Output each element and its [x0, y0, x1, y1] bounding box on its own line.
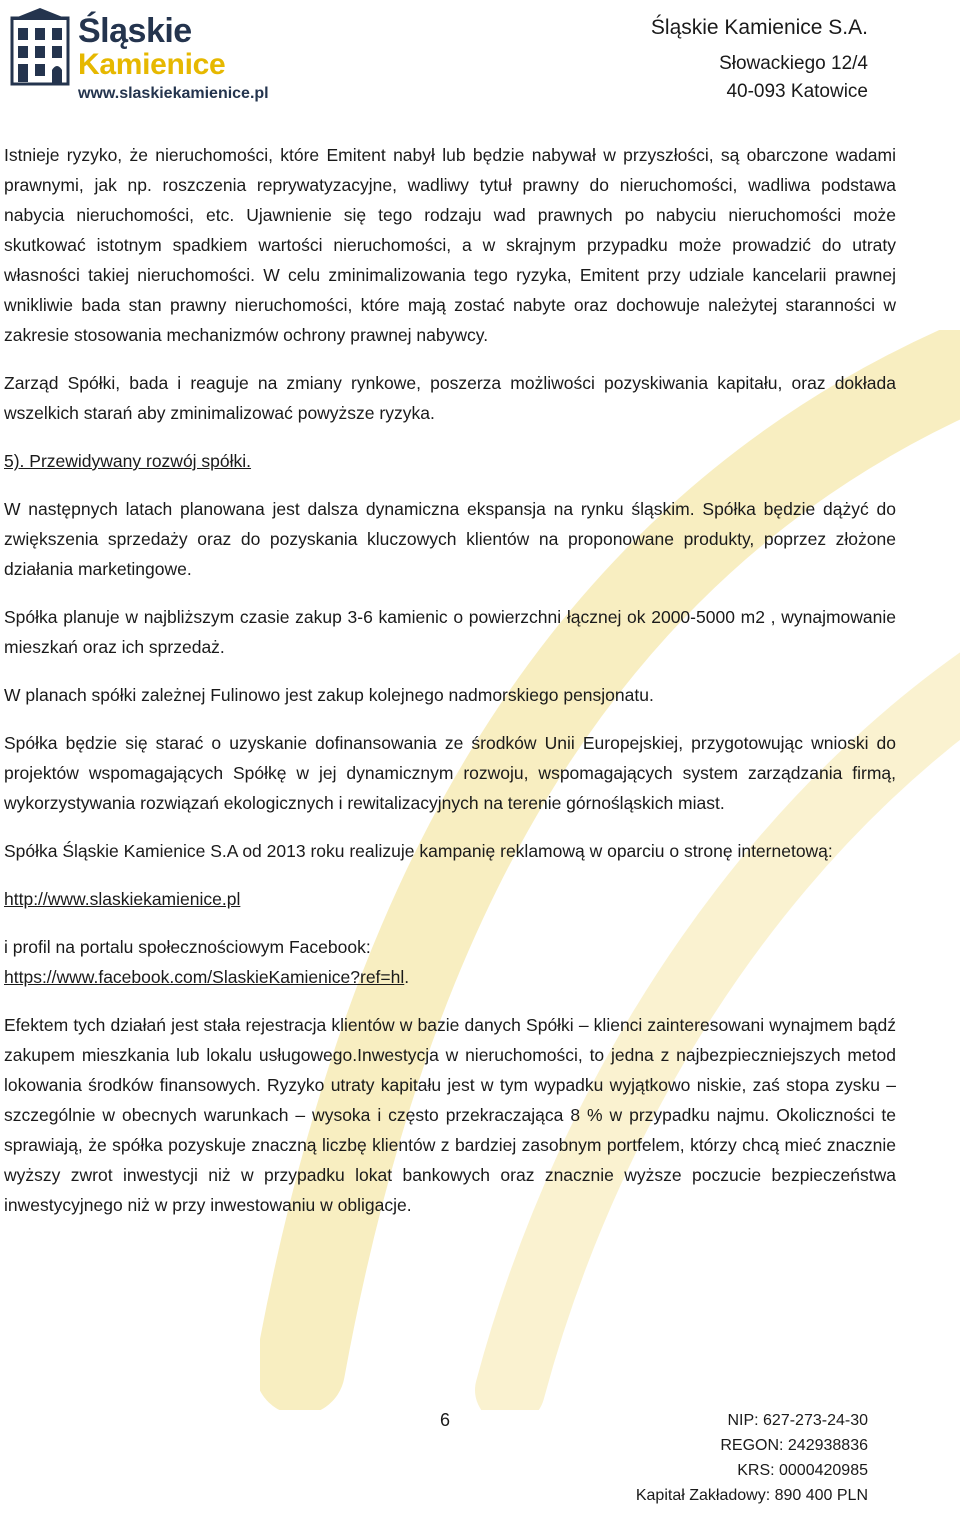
- facebook-link[interactable]: https://www.facebook.com/SlaskieKamienice?ref=hl: [4, 967, 405, 987]
- document-body: [4, 140, 896, 1238]
- paragraph-management: Zarząd Spółki, bada i reaguje na zmiany rynkowe, poszerza możliwości pozyskiwania kapitału, oraz dokłada wszelkich starań aby zminimalizować powyższe ryzyka.: [4, 373, 896, 423]
- paragraph-expansion: W następnych latach planowana jest dalsza dynamiczna ekspansja na rynku śląskim. Spółka będzie dążyć do zwiększenia sprzedaży oraz do pozyskania kluczowych klientów na proponowane produkty, poprzez złożone działania marketingowe.: [4, 499, 896, 579]
- facebook-trailing-dot: .: [404, 967, 410, 987]
- paragraph-campaign: Spółka Śląskie Kamienice S.A od 2013 roku realizuje kampanię reklamową w oparciu o stronę internetową:: [4, 841, 833, 861]
- paragraph-legal-risk: Istnieje ryzyko, że nieruchomości, które Emitent nabył lub będzie nabywał w przyszłości, są obarczone wadami prawnymi, jak np. roszczenia reprywatyzacyjne, wadliwy tytuł prawny do nieruchomości, wadliwa podstawa nabycia nieruchomości, etc. Ujawnienie się tego rodzaju wad prawnych po nabyciu nieruchomości może skutkować istotnym spadkiem wartości nieruchomości, a w skrajnym przypadku może prowadzić do utraty własności takiej nieruchomości. W celu zminimalizowania tego ryzyka, Emitent przy udziale kancelarii prawnej wnikliwie bada stan prawny nieruchomości, które mają zostać nabyte oraz dochowuje należytej staranności w zakresie stosowania mechanizmów ochrony prawnej nabywcy.: [4, 145, 896, 345]
- company-registration-block: [636, 1408, 868, 1508]
- nip-number: NIP: 627-273-24-30: [727, 1412, 868, 1429]
- company-street: Słowackiego 12/4: [719, 53, 868, 74]
- regon-number: REGON: 242938836: [720, 1437, 868, 1454]
- company-logo: [10, 8, 300, 100]
- krs-number: KRS: 0000420985: [737, 1462, 868, 1479]
- paragraph-fulinowo: W planach spółki zależnej Fulinowo jest zakup kolejnego nadmorskiego pensjonatu.: [4, 685, 654, 705]
- logo-text-slaskie: Śląskie: [78, 12, 192, 50]
- paragraph-facebook: [4, 932, 896, 992]
- section-heading-development: 5). Przewidywany rozwój spółki.: [4, 451, 252, 471]
- paragraph-effects: Efektem tych działań jest stała rejestracja klientów w bazie danych Spółki – klienci zainteresowani wynajmem bądź zakupem mieszkania lub lokalu usługowego.Inwestycja w nieruchomości, to jedna z najbezpieczniejszych metod lokowania środków finansowych. Ryzyko utraty kapitału jest w tym wypadku wyjątkowo niskie, zaś stopa zysku – szczególnie w obecnych warunkach – wysoka i często przekraczająca 8 % w przypadku najmu. Okoliczności te sprawiają, że spółka pozyskuje znaczną liczbę klientów z bardziej zasobnym portfelem, którzy chcą mieć znacznie wyższy zwrot inwestycji niż w przypadku lokat bankowych oraz znacznie wyższe poczucie bezpieczeństwa inwestycyjnego niż w przy inwestowaniu w obligacje.: [4, 1015, 896, 1215]
- company-city: 40-093 Katowice: [726, 81, 868, 102]
- facebook-intro-text: i profil na portalu społecznościowym Facebook:: [4, 937, 371, 957]
- website-link-paragraph: [4, 884, 896, 914]
- paragraph-eu-funding: Spółka będzie się starać o uzyskanie dofinansowania ze środków Unii Europejskiej, przygotowując wnioski do projektów wspomagających Spółkę w jej dynamicznym rozwoju, wspomagających system zarządzania firmą, wykorzystywania rozwiązań ekologicznych i rewitalizacyjnych na terenie górnośląskich miast.: [4, 733, 896, 813]
- building-logo-icon: [10, 8, 70, 86]
- share-capital: Kapitał Zakładowy: 890 400 PLN: [635, 1487, 868, 1504]
- paragraph-purchase-plan: Spółka planuje w najbliższym czasie zakup 3-6 kamienic o powierzchni łącznej ok 2000-5000 m2 , wynajmowanie mieszkań oraz ich sprzedaż.: [4, 607, 896, 657]
- logo-url: www.slaskiekamienice.pl: [78, 85, 269, 102]
- logo-text-kamienice: Kamienice: [78, 48, 226, 81]
- page-number: 6: [440, 1410, 451, 1430]
- website-link[interactable]: http://www.slaskiekamienice.pl: [4, 889, 241, 909]
- page-header: [0, 0, 960, 110]
- company-address-block: [651, 14, 868, 106]
- company-name: Śląskie Kamienice S.A.: [650, 16, 868, 39]
